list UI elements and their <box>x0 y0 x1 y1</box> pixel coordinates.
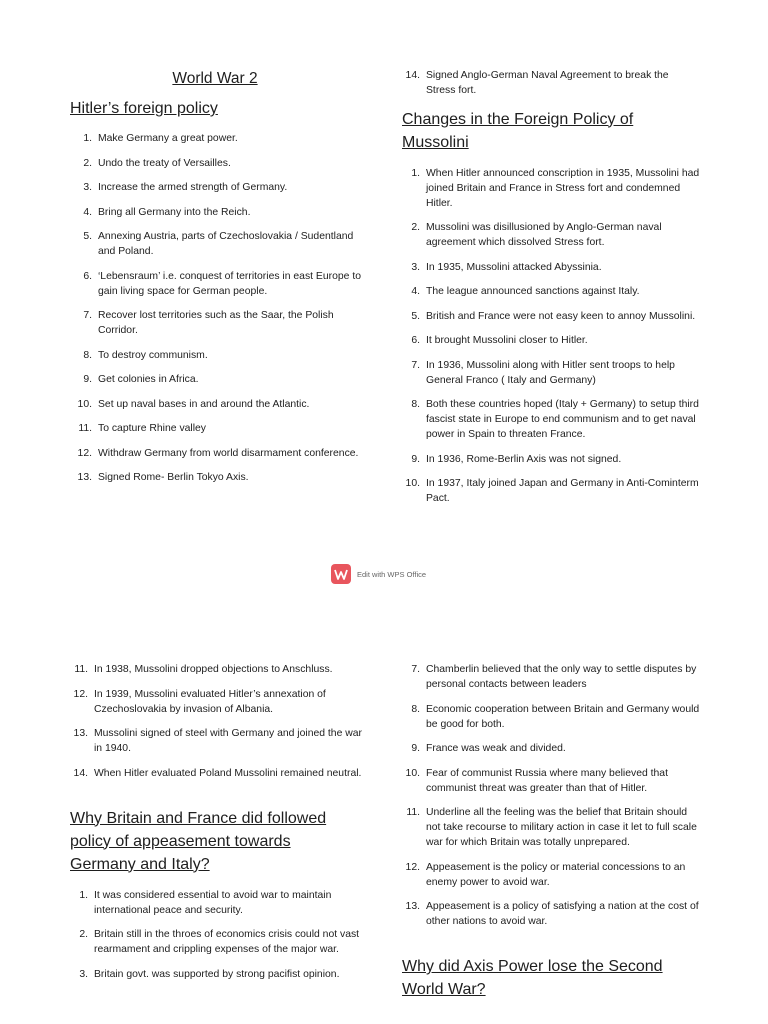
list-item-number: 5. <box>83 231 92 242</box>
list-item-number: 13. <box>73 728 88 739</box>
list-item-text: To destroy communism. <box>98 349 208 361</box>
list-item-text: Mussolini was disillusioned by Anglo-German naval agreement which dissolved Stress fort. <box>426 222 662 248</box>
list-item-text: Withdraw Germany from world disarmament conference. <box>98 447 359 459</box>
page1-left-column <box>70 70 368 495</box>
list-item <box>402 805 700 850</box>
list-item-number: 11. <box>406 807 420 818</box>
list-item <box>74 397 368 412</box>
list-item-text: Economic cooperation between Britain and Germany would be good for both. <box>426 703 700 730</box>
list-item-number: 10. <box>77 398 92 410</box>
list-item-number: 12. <box>73 688 88 700</box>
list-item-text: Appeasement is a policy of satisfying a nation at the cost of other nations to avoid war. <box>426 901 699 927</box>
list-item-number: 4. <box>411 286 420 297</box>
list-item-text: Get colonies in Africa. <box>98 374 199 385</box>
list-item-number: 7. <box>411 664 420 675</box>
list-item-text: Appeasement is the policy or material concessions to an enemy power to avoid war. <box>426 861 686 888</box>
mussolini-policy-heading: Changes in the Foreign Policy of Mussolini <box>402 110 634 151</box>
list-item-number: 6. <box>83 270 92 282</box>
list-item-text: In 1939, Mussolini evaluated Hitler’s annexation of Czechoslovakia by invasion of Albania. <box>94 688 326 715</box>
list-item-text: Annexing Austria, parts of Czechoslovakia / Sudentland and Poland. <box>98 231 354 257</box>
list-item <box>402 702 700 732</box>
list-item-text: In 1937, Italy joined Japan and Germany in Anti-Cominterm Pact. <box>426 478 699 504</box>
mussolini-policy-list-continued <box>70 662 368 781</box>
list-item-text: It brought Mussolini closer to Hitler. <box>426 335 588 346</box>
hitler-policy-list-continued <box>402 68 700 98</box>
list-item-number: 12. <box>405 861 420 873</box>
wps-edit-label: Edit with WPS Office <box>357 569 427 579</box>
list-item <box>74 470 368 485</box>
list-item <box>74 372 368 387</box>
list-item <box>402 741 700 756</box>
list-item <box>70 662 368 677</box>
list-item <box>402 476 700 506</box>
hitler-policy-list <box>70 131 368 485</box>
list-item-number: 2. <box>411 222 420 233</box>
wps-office-icon <box>331 564 351 584</box>
list-item-text: Signed Anglo-German Naval Agreement to break the Stress fort. <box>426 70 669 96</box>
list-item <box>402 260 700 275</box>
wps-edit-badge[interactable] <box>331 564 426 584</box>
list-item <box>402 284 700 299</box>
list-item <box>70 927 368 957</box>
list-item-number: 3. <box>83 182 92 193</box>
list-item-text: France was weak and divided. <box>426 743 566 754</box>
list-item-number: 8. <box>411 399 420 410</box>
list-item-number: 10. <box>405 767 420 779</box>
list-item-text: To capture Rhine valley <box>98 423 207 434</box>
list-item <box>402 452 700 467</box>
list-item <box>402 68 700 98</box>
list-item-number: 11. <box>78 423 92 434</box>
list-item-number: 9. <box>411 743 420 754</box>
page2-left-column <box>70 662 368 991</box>
list-item-number: 4. <box>83 206 92 218</box>
list-item-number: 14. <box>405 70 420 81</box>
list-item <box>402 766 700 796</box>
hitler-policy-heading: Hitler’s foreign policy <box>70 100 218 117</box>
page2-right-column <box>402 662 700 1001</box>
list-item-number: 1. <box>83 133 92 144</box>
list-item-number: 6. <box>411 335 420 346</box>
list-item-text: Mussolini signed of steel with Germany and joined the war in 1940. <box>94 728 362 754</box>
list-item <box>70 766 368 781</box>
list-item-text: In 1936, Rome-Berlin Axis was not signed. <box>426 453 622 465</box>
list-item-text: In 1936, Mussolini along with Hitler sent troops to help General Franco ( Italy and Germany) <box>426 359 675 386</box>
list-item-number: 13. <box>405 901 420 912</box>
document-title: World War 2 <box>172 70 258 87</box>
list-item-text: Fear of communist Russia where many believed that communist threat was greater than that of Hitler. <box>426 767 668 794</box>
list-item-number: 9. <box>411 453 420 465</box>
list-item-number: 9. <box>83 374 92 385</box>
list-item <box>70 687 368 717</box>
list-item-text: Britain still in the throes of economics crisis could not vast rearmament and crippling expenses of the major war. <box>94 929 360 955</box>
list-item <box>402 860 700 890</box>
list-item-text: Set up naval bases in and around the Atlantic. <box>98 398 310 410</box>
list-item-text: Underline all the feeling was the belief that Britain should not take recourse to military action in case it let to full scale war for which Britain was totally unprepared. <box>426 807 697 848</box>
list-item-number: 7. <box>83 310 92 321</box>
list-item-text: Bring all Germany into the Reich. <box>98 206 251 218</box>
list-item-text: When Hitler evaluated Poland Mussolini remained neutral. <box>94 767 362 779</box>
page1-right-column <box>402 68 700 516</box>
list-item-number: 3. <box>79 968 88 980</box>
list-item-text: Both these countries hoped (Italy + Germany) to setup third fascist state in Europe to end communism and to get naval power in Spain to threaten France. <box>426 399 699 440</box>
list-item <box>74 180 368 195</box>
list-item-text: In 1938, Mussolini dropped objections to Anschluss. <box>94 664 333 675</box>
list-item <box>402 397 700 442</box>
list-item-text: Signed Rome- Berlin Tokyo Axis. <box>98 472 249 483</box>
list-item-number: 1. <box>79 889 88 901</box>
list-item <box>402 220 700 250</box>
axis-loss-heading: Why did Axis Power lose the Second World War? <box>402 958 663 998</box>
list-item-text: British and France were not easy keen to annoy Mussolini. <box>426 310 696 322</box>
list-item-text: Undo the treaty of Versailles. <box>98 157 231 169</box>
list-item-text: The league announced sanctions against Italy. <box>426 286 640 297</box>
list-item-text: When Hitler announced conscription in 1935, Mussolini had joined Britain and France in Stress fort and condemned Hitler. <box>426 167 700 209</box>
list-item <box>74 421 368 436</box>
list-item-text: It was considered essential to avoid war to maintain international peace and security. <box>94 889 332 916</box>
list-item <box>70 967 368 982</box>
list-item <box>70 888 368 918</box>
list-item-number: 8. <box>411 703 420 715</box>
list-item-number: 3. <box>411 261 420 273</box>
list-item-number: 13. <box>77 472 92 483</box>
list-item <box>74 348 368 363</box>
list-item <box>74 229 368 259</box>
list-item <box>74 446 368 461</box>
list-item <box>402 166 700 211</box>
list-item <box>70 726 368 756</box>
list-item-text: Britain govt. was supported by strong pacifist opinion. <box>94 968 340 980</box>
list-item-number: 12. <box>77 447 92 459</box>
list-item-number: 2. <box>83 157 92 169</box>
appeasement-list <box>70 888 368 982</box>
list-item-number: 8. <box>83 349 92 361</box>
list-item <box>74 156 368 171</box>
list-item-number: 11. <box>74 664 88 675</box>
list-item <box>74 131 368 146</box>
appeasement-list-continued <box>402 662 700 929</box>
list-item <box>74 205 368 220</box>
list-item <box>402 662 700 692</box>
list-item-text: ‘Lebensraum’ i.e. conquest of territories in east Europe to gain living space for German people. <box>98 270 361 297</box>
list-item-text: Make Germany a great power. <box>98 133 238 144</box>
mussolini-policy-list <box>402 166 700 507</box>
list-item-number: 10. <box>405 478 420 489</box>
list-item-text: Recover lost territories such as the Saar, the Polish Corridor. <box>98 310 334 336</box>
list-item-text: Chamberlin believed that the only way to settle disputes by personal contacts between leaders <box>426 664 697 690</box>
list-item <box>402 358 700 388</box>
list-item-text: In 1935, Mussolini attacked Abyssinia. <box>426 261 602 273</box>
list-item-number: 7. <box>411 359 420 371</box>
list-item-number: 5. <box>411 310 420 322</box>
appeasement-heading: Why Britain and France did followed policy of appeasement towards Germany and Italy? <box>70 809 327 873</box>
list-item-number: 14. <box>73 767 88 779</box>
list-item <box>74 308 368 338</box>
list-item <box>74 269 368 299</box>
list-item <box>402 899 700 929</box>
list-item <box>402 333 700 348</box>
list-item-text: Increase the armed strength of Germany. <box>98 182 288 193</box>
list-item <box>402 309 700 324</box>
list-item-number: 1. <box>411 167 420 179</box>
list-item-number: 2. <box>79 929 88 940</box>
